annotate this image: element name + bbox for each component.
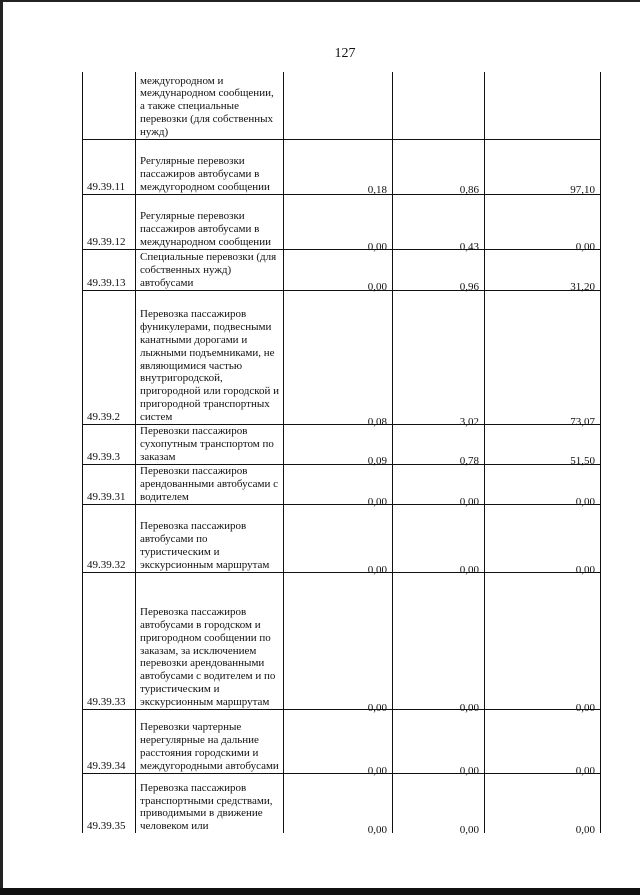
row-value-1: 0,00 bbox=[367, 280, 387, 293]
row-value-3: 0,00 bbox=[575, 495, 595, 508]
row-code: 49.39.34 bbox=[83, 709, 136, 773]
table-row bbox=[83, 424, 601, 464]
row-description: Перевозка пассажиров транспортными средствами, приводимыми в движение человеком или bbox=[136, 773, 284, 833]
table-row bbox=[83, 709, 601, 773]
scan-edge-bottom bbox=[0, 888, 640, 895]
row-description: Перевозка пассажиров фуникулерами, подвесными канатными дорогами и лыжными подъемниками, не являющимися частью внутригородской, пригородной или городской и пригородной транспортных систем bbox=[136, 290, 284, 424]
row-value-1: 0,00 bbox=[367, 824, 387, 837]
row-value-3: 51,50 bbox=[570, 454, 595, 467]
row-value-1: 0,08 bbox=[367, 415, 387, 428]
row-code: 49.39.2 bbox=[83, 290, 136, 424]
row-value-2: 0,86 bbox=[459, 183, 479, 196]
row-description: Перевозка пассажиров автобусами по туристическим и экскурсионным маршрутам bbox=[136, 504, 284, 572]
row-value-1: 0,00 bbox=[367, 495, 387, 508]
row-description: междугородном и международном сообщении, а также специальные перевозки (для собственных нужд) bbox=[136, 72, 284, 139]
row-value-3: 0,00 bbox=[575, 701, 595, 714]
row-value-3: 0,00 bbox=[575, 240, 595, 253]
table-row bbox=[83, 72, 601, 139]
row-value-1: 0,09 bbox=[367, 454, 387, 467]
row-code: 49.39.31 bbox=[83, 464, 136, 504]
table-row bbox=[83, 504, 601, 572]
row-value-1: 0,18 bbox=[367, 183, 387, 196]
row-code: 49.39.3 bbox=[83, 424, 136, 464]
row-description: Регулярные перевозки пассажиров автобусами в междугородном сообщении bbox=[136, 139, 284, 194]
row-value-2: 3,02 bbox=[459, 415, 479, 428]
row-description: Перевозки чартерные нерегулярные на дальние расстояния городскими и междугородными автобусами bbox=[136, 709, 284, 773]
table-row bbox=[83, 139, 601, 194]
row-value-2: 0,00 bbox=[459, 701, 479, 714]
table-row bbox=[83, 290, 601, 424]
row-description: Перевозки пассажиров арендованными автобусами с водителем bbox=[136, 464, 284, 504]
row-value-3: 73,07 bbox=[570, 415, 595, 428]
row-value-2: 0,43 bbox=[459, 240, 479, 253]
row-value-2: 0,78 bbox=[459, 454, 479, 467]
page-number: 127 bbox=[334, 46, 356, 61]
row-value-1: 0,00 bbox=[367, 701, 387, 714]
row-value-2: 0,96 bbox=[459, 280, 479, 293]
row-code: 49.39.32 bbox=[83, 504, 136, 572]
row-description: Перевозки пассажиров сухопутным транспортом по заказам bbox=[136, 424, 284, 464]
row-value-2: 0,00 bbox=[459, 563, 479, 576]
row-value-2: 0,00 bbox=[459, 824, 479, 837]
row-description: Специальные перевозки (для собственных нужд) автобусами bbox=[136, 249, 284, 290]
row-value-2: 0,00 bbox=[459, 764, 479, 777]
row-value-3: 0,00 bbox=[575, 824, 595, 837]
row-value-1: 0,00 bbox=[367, 563, 387, 576]
scan-edge-left bbox=[0, 0, 3, 895]
row-code bbox=[83, 72, 136, 139]
row-code: 49.39.13 bbox=[83, 249, 136, 290]
table-row bbox=[83, 773, 601, 833]
table-row bbox=[83, 194, 601, 249]
row-code: 49.39.12 bbox=[83, 194, 136, 249]
scan-edge-top bbox=[0, 0, 640, 2]
row-code: 49.39.33 bbox=[83, 572, 136, 709]
row-value-1: 0,00 bbox=[367, 764, 387, 777]
row-value-3: 0,00 bbox=[575, 764, 595, 777]
row-value-3: 97,10 bbox=[570, 183, 595, 196]
row-value-3: 31,20 bbox=[570, 280, 595, 293]
table-row bbox=[83, 572, 601, 709]
row-value-3: 0,00 bbox=[575, 563, 595, 576]
row-description: Регулярные перевозки пассажиров автобусами в международном сообщении bbox=[136, 194, 284, 249]
table-row bbox=[83, 249, 601, 290]
row-value-2: 0,00 bbox=[459, 495, 479, 508]
row-description: Перевозка пассажиров автобусами в городском и пригородном сообщении по заказам, за исключением перевозки арендованными автобусами с водителем и по туристическим и экскурсионным маршрутам bbox=[136, 572, 284, 709]
table-row bbox=[83, 464, 601, 504]
row-value-1: 0,00 bbox=[367, 240, 387, 253]
row-code: 49.39.11 bbox=[83, 139, 136, 194]
row-code: 49.39.35 bbox=[83, 773, 136, 833]
activity-table bbox=[82, 72, 601, 837]
